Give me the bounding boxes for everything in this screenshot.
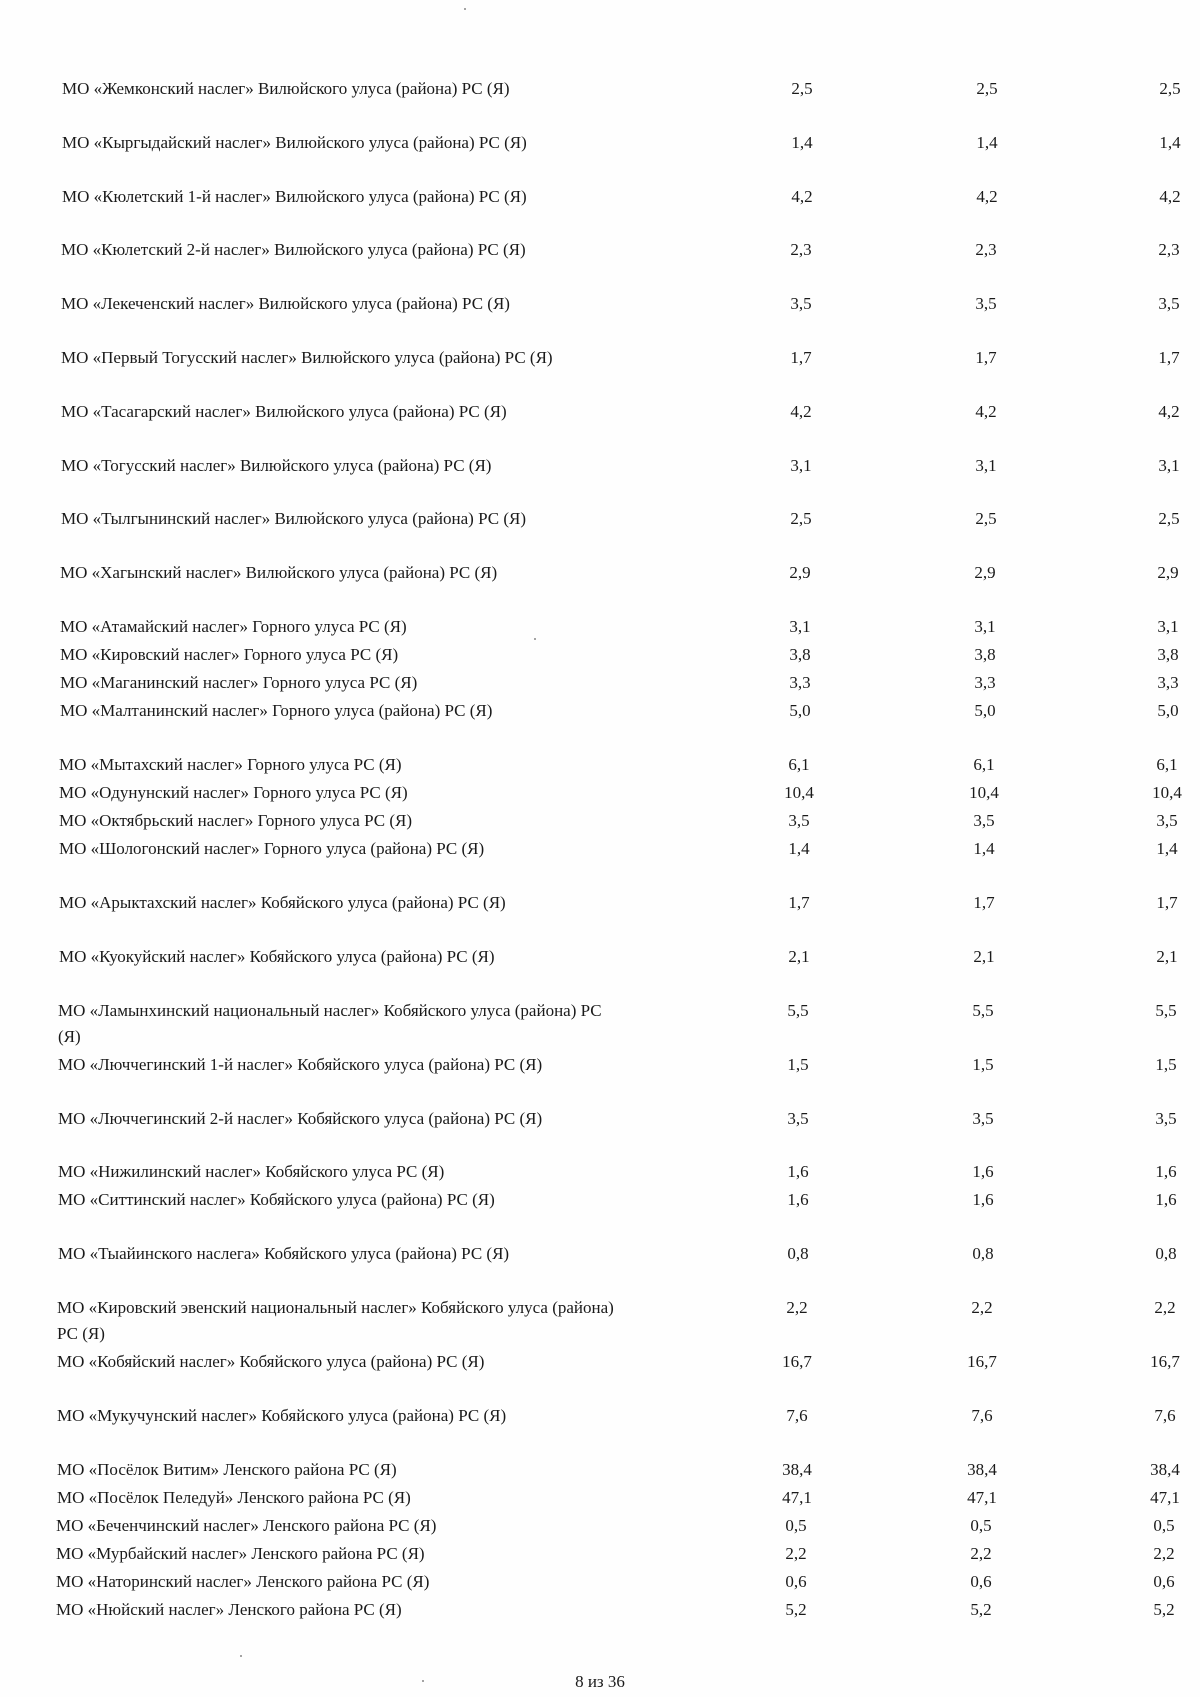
value-cell-3: 7,6: [1154, 1406, 1176, 1425]
value-cell-2: 2,9: [974, 563, 996, 582]
scan-speck: [422, 1680, 424, 1682]
value-cell-1: 5,2: [785, 1600, 807, 1619]
municipality-name: МО «Шологонский наслег» Горного улуса (района) РС (Я): [59, 839, 485, 858]
scan-speck: [240, 1655, 242, 1657]
value-cell-1: 2,3: [790, 240, 812, 259]
value-cell-2: 5,2: [970, 1600, 992, 1619]
value-cell-2: 1,7: [975, 348, 997, 367]
value-cell-1: 2,2: [786, 1298, 808, 1317]
value-cell-1: 47,1: [782, 1488, 812, 1507]
value-cell-3: 1,6: [1155, 1190, 1177, 1209]
municipality-name: МО «Кировский наслег» Горного улуса РС (Я): [60, 645, 399, 664]
value-cell-1: 2,9: [789, 563, 811, 582]
table-row: [59, 944, 1178, 970]
value-cell-3: 2,1: [1156, 947, 1178, 966]
value-cell-3: 5,5: [1155, 1001, 1177, 1020]
table-row: [59, 752, 1178, 778]
table-row: [58, 998, 1177, 1050]
value-cell-1: 1,7: [790, 348, 812, 367]
scan-speck: [534, 638, 536, 640]
municipality-name: МО «Тасагарский наслег» Вилюйского улуса (района) РС (Я): [61, 402, 507, 421]
value-cell-1: 2,5: [790, 509, 812, 528]
value-cell-1: 1,5: [787, 1055, 809, 1074]
municipality-name: МО «Беченчинский наслег» Ленского района РС (Я): [56, 1516, 437, 1535]
value-cell-1: 3,1: [790, 456, 812, 475]
value-cell-1: 7,6: [786, 1406, 808, 1425]
value-cell-1: 38,4: [782, 1460, 812, 1479]
table-row: [62, 76, 1181, 102]
value-cell-2: 1,6: [972, 1190, 994, 1209]
value-cell-2: 1,7: [973, 893, 995, 912]
value-cell-2: 2,2: [971, 1298, 993, 1317]
municipality-name: МО «Мурбайский наслег» Ленского района РС (Я): [56, 1544, 425, 1563]
municipality-name: МО «Хагынский наслег» Вилюйского улуса (района) РС (Я): [60, 563, 498, 582]
municipality-name: МО «Куокуйский наслег» Кобяйского улуса (района) РС (Я): [59, 947, 495, 966]
value-cell-2: 10,4: [969, 783, 999, 802]
value-cell-1: 3,8: [789, 645, 811, 664]
value-cell-1: 2,1: [788, 947, 810, 966]
value-cell-2: 6,1: [973, 755, 995, 774]
value-cell-3: 6,1: [1156, 755, 1178, 774]
table-row: [61, 345, 1180, 371]
value-cell-1: 0,6: [785, 1572, 807, 1591]
value-cell-3: 0,5: [1153, 1516, 1175, 1535]
municipality-name: МО «Октябрьский наслег» Горного улуса РС (Я): [59, 811, 412, 830]
municipality-name: МО «Малтанинский наслег» Горного улуса (района) РС (Я): [60, 701, 493, 720]
value-cell-2: 5,5: [972, 1001, 994, 1020]
municipality-name: МО «Жемконский наслег» Вилюйского улуса (района) РС (Я): [62, 79, 510, 98]
value-cell-2: 2,5: [976, 79, 998, 98]
municipality-name: МО «Люччегинский 2-й наслег» Кобяйского улуса (района) РС (Я): [58, 1109, 543, 1128]
value-cell-3: 3,5: [1155, 1109, 1177, 1128]
value-cell-3: 3,5: [1158, 294, 1180, 313]
value-cell-3: 0,6: [1153, 1572, 1175, 1591]
table-row: [56, 1569, 1175, 1595]
value-cell-2: 3,8: [974, 645, 996, 664]
value-cell-1: 0,5: [785, 1516, 807, 1535]
value-cell-3: 47,1: [1150, 1488, 1180, 1507]
table-row: [62, 130, 1181, 156]
municipality-name: МО «Кировский эвенский национальный наслег» Кобяйского улуса (района) РС (Я): [57, 1298, 614, 1343]
value-cell-3: 2,2: [1154, 1298, 1176, 1317]
municipality-name: МО «Первый Тогусский наслег» Вилюйского улуса (района) РС (Я): [61, 348, 553, 367]
value-cell-3: 10,4: [1152, 783, 1182, 802]
municipality-name: МО «Кобяйский наслег» Кобяйского улуса (района) РС (Я): [57, 1352, 485, 1371]
municipality-name: МО «Кюлетский 1-й наслег» Вилюйского улуса (района) РС (Я): [62, 187, 527, 206]
value-cell-1: 3,5: [788, 811, 810, 830]
value-cell-2: 2,1: [973, 947, 995, 966]
value-cell-1: 4,2: [791, 187, 813, 206]
table-row: [61, 506, 1180, 532]
municipality-name: МО «Кыргыдайский наслег» Вилюйского улуса (района) РС (Я): [62, 133, 527, 152]
value-cell-2: 1,5: [972, 1055, 994, 1074]
table-row: [59, 890, 1178, 916]
municipality-name: МО «Кюлетский 2-й наслег» Вилюйского улуса (района) РС (Я): [61, 240, 526, 259]
value-cell-3: 4,2: [1158, 402, 1180, 421]
value-cell-1: 4,2: [790, 402, 812, 421]
municipality-name: МО «Ламынхинский национальный наслег» Кобяйского улуса (района) РС (Я): [58, 1001, 602, 1046]
value-cell-2: 3,1: [975, 456, 997, 475]
table-row: [60, 698, 1179, 724]
municipality-name: МО «Лекеченский наслег» Вилюйского улуса (района) РС (Я): [61, 294, 510, 313]
value-cell-1: 6,1: [788, 755, 810, 774]
value-cell-1: 10,4: [784, 783, 814, 802]
value-cell-2: 5,0: [974, 701, 996, 720]
table-row: [58, 1187, 1177, 1213]
value-cell-3: 5,2: [1153, 1600, 1175, 1619]
value-cell-2: 0,5: [970, 1516, 992, 1535]
table-row: [56, 1513, 1175, 1539]
value-cell-1: 2,5: [791, 79, 813, 98]
value-cell-2: 1,6: [972, 1162, 994, 1181]
value-cell-1: 16,7: [782, 1352, 812, 1371]
value-cell-3: 38,4: [1150, 1460, 1180, 1479]
value-cell-3: 16,7: [1150, 1352, 1180, 1371]
value-cell-2: 3,5: [975, 294, 997, 313]
value-cell-3: 3,1: [1157, 617, 1179, 636]
value-cell-2: 7,6: [971, 1406, 993, 1425]
municipality-name: МО «Маганинский наслег» Горного улуса РС (Я): [60, 673, 418, 692]
value-cell-3: 3,3: [1157, 673, 1179, 692]
municipality-name: МО «Мукучунский наслег» Кобяйского улуса (района) РС (Я): [57, 1406, 507, 1425]
table-row: [58, 1106, 1177, 1132]
municipality-name: МО «Атамайский наслег» Горного улуса РС (Я): [60, 617, 407, 636]
value-cell-1: 1,7: [788, 893, 810, 912]
value-cell-3: 1,4: [1159, 133, 1181, 152]
table-row: [61, 291, 1180, 317]
table-row: [58, 1241, 1177, 1267]
value-cell-2: 2,5: [975, 509, 997, 528]
municipality-name: МО «Одунунский наслег» Горного улуса РС (Я): [59, 783, 408, 802]
value-cell-3: 3,5: [1156, 811, 1178, 830]
value-cell-1: 5,5: [787, 1001, 809, 1020]
value-cell-3: 3,8: [1157, 645, 1179, 664]
value-cell-3: 2,2: [1153, 1544, 1175, 1563]
table-row: [60, 614, 1179, 640]
table-row: [61, 399, 1180, 425]
value-cell-3: 1,7: [1158, 348, 1180, 367]
value-cell-2: 16,7: [967, 1352, 997, 1371]
table-row: [57, 1349, 1180, 1375]
municipality-name: МО «Посёлок Пеледуй» Ленского района РС (Я): [57, 1488, 411, 1507]
value-cell-1: 1,6: [787, 1190, 809, 1209]
value-cell-2: 38,4: [967, 1460, 997, 1479]
value-cell-2: 47,1: [967, 1488, 997, 1507]
municipality-name: МО «Ситтинский наслег» Кобяйского улуса (района) РС (Я): [58, 1190, 495, 1209]
value-cell-2: 3,5: [972, 1109, 994, 1128]
value-cell-3: 2,9: [1157, 563, 1179, 582]
municipality-name: МО «Нюйский наслег» Ленского района РС (Я): [56, 1600, 402, 1619]
table-row: [58, 1052, 1177, 1078]
municipality-name: МО «Мытахский наслег» Горного улуса РС (Я): [59, 755, 402, 774]
table-row: [56, 1597, 1175, 1623]
value-cell-3: 1,4: [1156, 839, 1178, 858]
value-cell-1: 3,5: [787, 1109, 809, 1128]
table-row: [61, 237, 1180, 263]
value-cell-2: 3,1: [974, 617, 996, 636]
value-cell-2: 0,8: [972, 1244, 994, 1263]
value-cell-3: 1,5: [1155, 1055, 1177, 1074]
municipality-name: МО «Тогусский наслег» Вилюйского улуса (района) РС (Я): [61, 456, 492, 475]
municipality-name: МО «Наторинский наслег» Ленского района РС (Я): [56, 1572, 430, 1591]
value-cell-1: 1,4: [788, 839, 810, 858]
table-row: [60, 670, 1179, 696]
table-row: [57, 1295, 1176, 1347]
page-number: 8 из 36: [575, 1672, 625, 1691]
value-cell-1: 1,6: [787, 1162, 809, 1181]
municipality-name: МО «Люччегинский 1-й наслег» Кобяйского улуса (района) РС (Я): [58, 1055, 543, 1074]
table-row: [59, 836, 1178, 862]
value-cell-1: 5,0: [789, 701, 811, 720]
value-cell-2: 1,4: [973, 839, 995, 858]
value-cell-3: 1,6: [1155, 1162, 1177, 1181]
table-row: [58, 1159, 1177, 1185]
municipality-name: МО «Тылгынинский наслег» Вилюйского улуса (района) РС (Я): [61, 509, 526, 528]
scan-speck: [464, 8, 466, 10]
value-cell-1: 1,4: [791, 133, 813, 152]
value-cell-3: 3,1: [1158, 456, 1180, 475]
value-cell-2: 0,6: [970, 1572, 992, 1591]
value-cell-1: 3,1: [789, 617, 811, 636]
value-cell-1: 3,5: [790, 294, 812, 313]
value-cell-2: 3,5: [973, 811, 995, 830]
value-cell-1: 2,2: [785, 1544, 807, 1563]
value-cell-2: 4,2: [975, 402, 997, 421]
table-row: [60, 642, 1179, 668]
table-row: [61, 453, 1180, 479]
value-cell-3: 1,7: [1156, 893, 1178, 912]
value-cell-1: 0,8: [787, 1244, 809, 1263]
table-row: [60, 560, 1179, 586]
value-cell-1: 3,3: [789, 673, 811, 692]
value-cell-2: 2,3: [975, 240, 997, 259]
table-row: [59, 808, 1178, 834]
table-row: [57, 1457, 1180, 1483]
value-cell-3: 0,8: [1155, 1244, 1177, 1263]
municipality-name: МО «Посёлок Витим» Ленского района РС (Я): [57, 1460, 397, 1479]
municipality-name: МО «Арыктахский наслег» Кобяйского улуса (района) РС (Я): [59, 893, 506, 912]
value-cell-3: 2,3: [1158, 240, 1180, 259]
value-cell-2: 3,3: [974, 673, 996, 692]
table-row: [57, 1485, 1180, 1511]
value-cell-2: 1,4: [976, 133, 998, 152]
value-cell-3: 5,0: [1157, 701, 1179, 720]
table-row: [57, 1403, 1176, 1429]
value-cell-2: 4,2: [976, 187, 998, 206]
municipality-name: МО «Нижилинский наслег» Кобяйского улуса РС (Я): [58, 1162, 445, 1181]
table-row: [62, 184, 1181, 210]
value-cell-2: 2,2: [970, 1544, 992, 1563]
value-cell-3: 2,5: [1158, 509, 1180, 528]
municipality-name: МО «Тыайинского наслега» Кобяйского улуса (района) РС (Я): [58, 1244, 510, 1263]
table-row: [56, 1541, 1175, 1567]
value-cell-3: 2,5: [1159, 79, 1181, 98]
value-cell-3: 4,2: [1159, 187, 1181, 206]
table-row: [59, 780, 1182, 806]
